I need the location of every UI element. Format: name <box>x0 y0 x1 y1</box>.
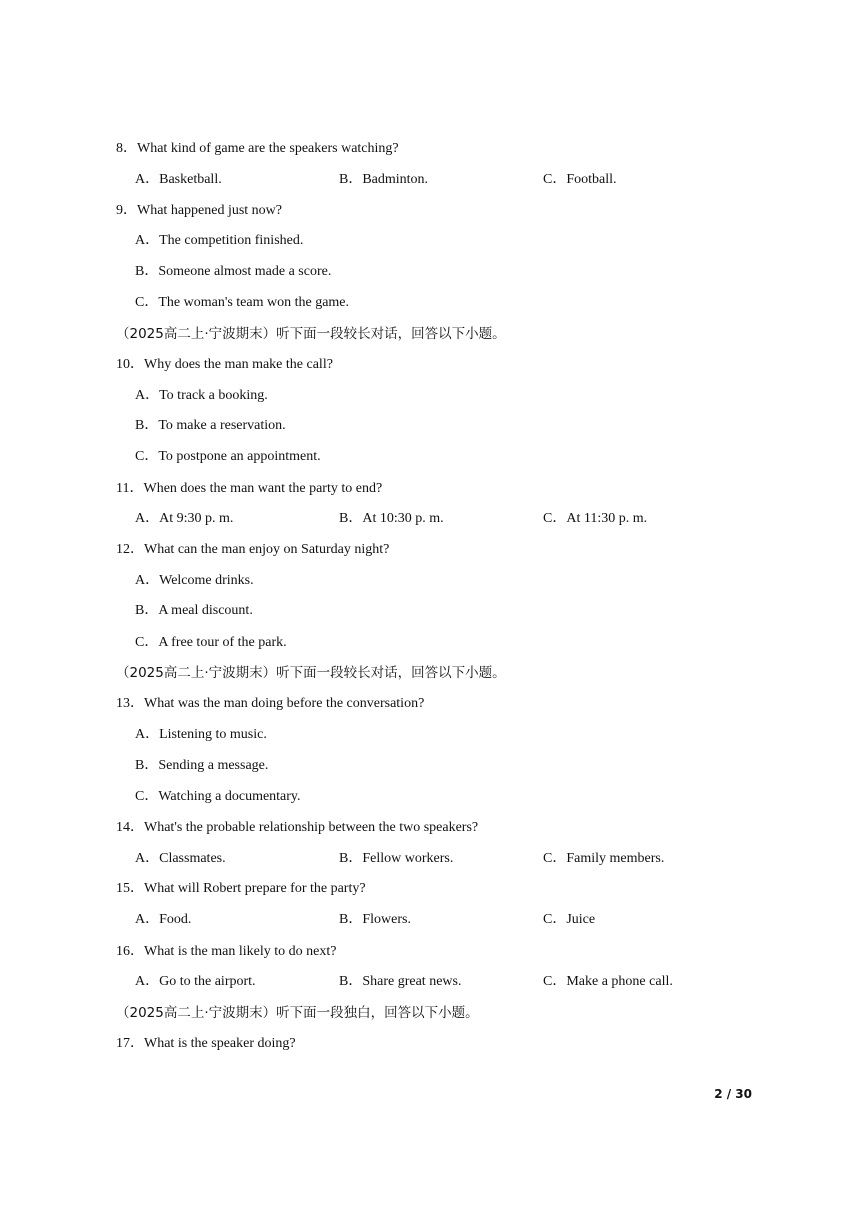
option-15b: B．Flowers. <box>339 912 411 927</box>
question-10: 10．Why does the man make the call? <box>116 357 333 372</box>
option-13c: C．Watching a documentary. <box>135 789 301 804</box>
option-11b: B．At 10:30 p. m. <box>339 511 444 526</box>
section-header-1: （2025高二上·宁波期末）听下面一段较长对话，回答以下小题。 <box>116 326 506 342</box>
option-13b: B．Sending a message. <box>135 758 269 773</box>
option-12b: B．A meal discount. <box>135 603 253 618</box>
option-8b: B．Badminton. <box>339 172 429 187</box>
option-9c: C．The woman's team won the game. <box>135 295 350 310</box>
section-header-2: （2025高二上·宁波期末）听下面一段较长对话，回答以下小题。 <box>116 665 506 681</box>
question-8: 8．What kind of game are the speakers watching? <box>116 141 399 156</box>
option-12c: C．A free tour of the park. <box>135 635 287 650</box>
option-9b: B．Someone almost made a score. <box>135 264 332 279</box>
section-header-3: （2025高二上·宁波期末）听下面一段独白，回答以下小题。 <box>116 1005 479 1021</box>
page-number: 2 / 30 <box>714 1087 752 1101</box>
option-15c: C．Juice <box>543 912 596 927</box>
option-11c: C．At 11:30 p. m. <box>543 511 648 526</box>
option-14a: A．Classmates. <box>135 851 226 866</box>
option-15a: A．Food. <box>135 912 192 927</box>
option-8a: A．Basketball. <box>135 172 222 187</box>
option-11a: A．At 9:30 p. m. <box>135 511 234 526</box>
option-10c: C．To postpone an appointment. <box>135 449 321 464</box>
question-11: 11．When does the man want the party to end? <box>116 481 383 496</box>
question-9: 9．What happened just now? <box>116 203 283 218</box>
option-16b: B．Share great news. <box>339 974 462 989</box>
option-16c: C．Make a phone call. <box>543 974 673 989</box>
question-16: 16．What is the man likely to do next? <box>116 944 337 959</box>
question-15: 15．What will Robert prepare for the party? <box>116 881 366 896</box>
option-10a: A．To track a booking. <box>135 388 268 403</box>
question-12: 12．What can the man enjoy on Saturday night? <box>116 542 390 557</box>
option-10b: B．To make a reservation. <box>135 418 286 433</box>
option-16a: A．Go to the airport. <box>135 974 256 989</box>
question-17: 17．What is the speaker doing? <box>116 1036 296 1051</box>
option-9a: A．The competition finished. <box>135 233 304 248</box>
question-13: 13．What was the man doing before the conversation? <box>116 696 425 711</box>
option-8c: C．Football. <box>543 172 617 187</box>
option-14b: B．Fellow workers. <box>339 851 454 866</box>
option-12a: A．Welcome drinks. <box>135 573 254 588</box>
option-14c: C．Family members. <box>543 851 665 866</box>
option-13a: A．Listening to music. <box>135 727 267 742</box>
question-14: 14．What's the probable relationship between the two speakers? <box>116 820 479 835</box>
